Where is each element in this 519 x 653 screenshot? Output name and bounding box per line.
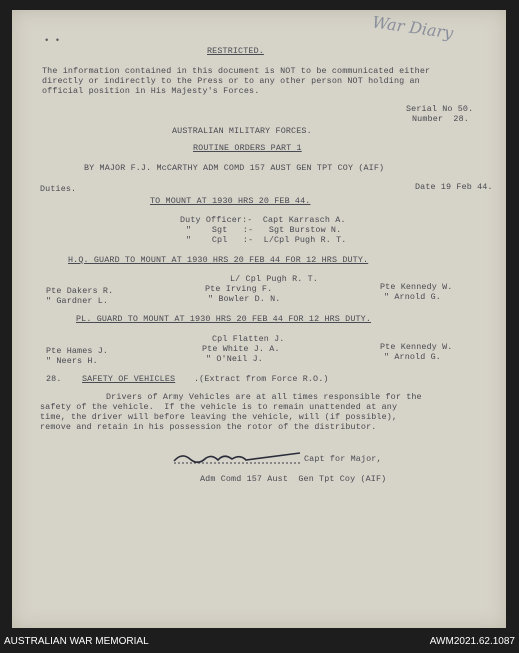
hq-col2-line-2: " Bowler D. N.: [208, 294, 281, 304]
item-body-line-1: Drivers of Army Vehicles are at all times responsible for the: [106, 392, 422, 402]
pl-col3-line-1: Pte Kennedy W.: [380, 342, 453, 352]
pl-col3-line-2: " Arnold G.: [384, 352, 441, 362]
item-body-line-4: remove and retain in his possession the rotor of the distributor.: [40, 422, 377, 432]
notice-line-2: directly or indirectly to the Press or to any other person NOT holding an: [42, 76, 420, 86]
hq-guard-heading: H.Q. GUARD TO MOUNT AT 1930 HRS 20 FEB 44 FOR 12 HRS DUTY.: [68, 255, 369, 265]
duty-line-2: " Sgt :- Sgt Burstow N.: [186, 225, 342, 235]
punch-marks: • •: [44, 36, 61, 46]
restricted-heading: RESTRICTED.: [207, 46, 264, 56]
signature-title: Capt for Major,: [304, 454, 382, 464]
hq-col3-line-2: " Arnold G.: [384, 292, 441, 302]
notice-line-3: official position in His Majesty's Forces.: [42, 86, 260, 96]
pl-col2-line-1: Pte White J. A.: [202, 344, 280, 354]
title-line-3: BY MAJOR F.J. McCARTHY ADM COMD 157 AUST GEN TPT COY (AIF): [84, 163, 385, 173]
pl-guard-heading: PL. GUARD TO MOUNT AT 1930 HRS 20 FEB 44 FOR 12 HRS DUTY.: [76, 314, 372, 324]
mount-heading: TO MOUNT AT 1930 HRS 20 FEB 44.: [150, 196, 311, 206]
footer-accession: AWM2021.62.1087: [429, 636, 515, 647]
order-number: Number 28.: [412, 114, 469, 124]
duty-line-3: " Cpl :- L/Cpl Pugh R. T.: [186, 235, 347, 245]
notice-line-1: The information contained in this document is NOT to be communicated either: [42, 66, 431, 76]
title-line-1: AUSTRALIAN MILITARY FORCES.: [172, 126, 312, 136]
signature-unit: Adm Comd 157 Aust Gen Tpt Coy (AIF): [200, 474, 387, 484]
pl-col1-line-1: Pte Hames J.: [46, 346, 109, 356]
hq-guard-leader: L/ Cpl Pugh R. T.: [230, 274, 318, 284]
item-number: 28.: [46, 374, 62, 384]
handwritten-note: War Diary: [371, 12, 455, 43]
duties-label: Duties.: [40, 184, 77, 194]
footer-source: AUSTRALIAN WAR MEMORIAL: [4, 636, 149, 647]
hq-col3-line-1: Pte Kennedy W.: [380, 282, 453, 292]
item-body-line-2: safety of the vehicle. If the vehicle is to remain unattended at any: [40, 402, 398, 412]
document-date: Date 19 Feb 44.: [415, 182, 493, 192]
pl-col1-line-2: " Neers H.: [46, 356, 98, 366]
item-body-line-3: time, the driver will before leaving the vehicle, will (if possible),: [40, 412, 398, 422]
hq-col1-line-2: " Gardner L.: [46, 296, 109, 306]
item-heading-suffix: .(Extract from Force R.O.): [194, 374, 329, 384]
pl-guard-leader: Cpl Flatten J.: [212, 334, 285, 344]
signature-image: [172, 448, 302, 466]
pl-col2-line-2: " O'Neil J.: [206, 354, 263, 364]
title-line-2: ROUTINE ORDERS PART 1: [193, 143, 302, 153]
duty-line-1: Duty Officer:- Capt Karrasch A.: [180, 215, 346, 225]
item-heading: SAFETY OF VEHICLES: [82, 374, 176, 384]
serial-number: Serial No 50.: [406, 104, 474, 114]
hq-col1-line-1: Pte Dakers R.: [46, 286, 114, 296]
hq-col2-line-1: Pte Irving F.: [205, 284, 273, 294]
